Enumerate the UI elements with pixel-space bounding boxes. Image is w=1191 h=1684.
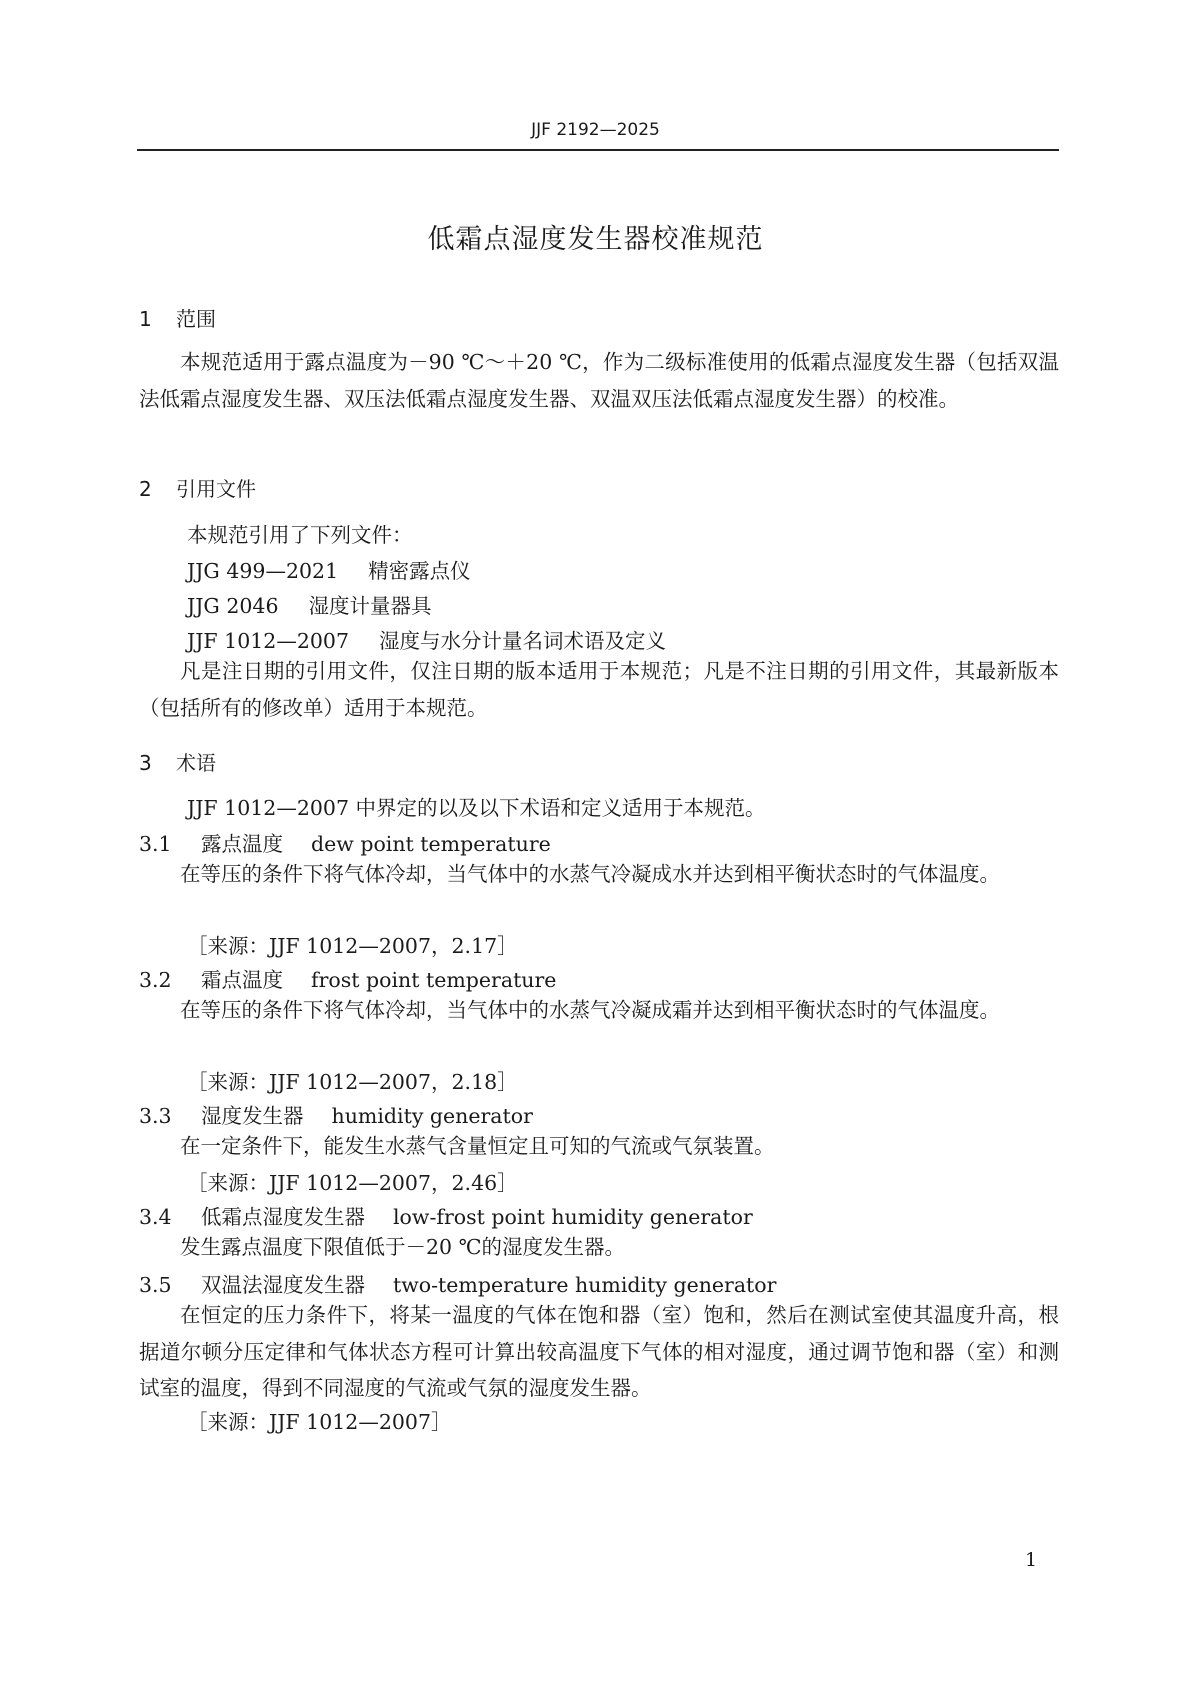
section-title: 引用文件 <box>176 477 256 501</box>
section-3-heading <box>139 747 216 776</box>
page-number: 1 <box>1025 1549 1038 1571</box>
reference-item <box>187 624 666 654</box>
reference-item <box>187 589 432 619</box>
term-source: ［来源：JJF 1012—2007，2.18］ <box>187 1070 518 1094</box>
references-intro: 本规范引用了下列文件： <box>187 523 413 547</box>
term-chinese: 霜点温度 <box>201 968 283 992</box>
term-number: 3.5 <box>139 1273 172 1297</box>
term-definition: 在恒定的压力条件下，将某一温度的气体在饱和器（室）饱和，然后在测试室使其温度升高，根据道尔顿分压定律和气体状态方程可计算出较高温度下气体的相对湿度，通过调节饱和器（室）和测试室的温度，得到不同湿度的气流或气氛的湿度发生器。 <box>139 1303 1059 1400</box>
term-heading <box>139 827 551 857</box>
reference-name: 精密露点仪 <box>368 559 471 583</box>
term-definition: 在一定条件下，能发生水蒸气含量恒定且可知的气流或气氛装置。 <box>180 1134 775 1158</box>
section-2-heading <box>139 473 256 502</box>
term-source: ［来源：JJF 1012—2007，2.46］ <box>187 1171 518 1195</box>
term-source: ［来源：JJF 1012—2007］ <box>187 1410 452 1434</box>
term-number: 3.4 <box>139 1205 172 1229</box>
document-title: 低霜点湿度发生器校准规范 <box>427 224 764 255</box>
term-english: humidity generator <box>331 1104 533 1128</box>
reference-code: JJG 2046 <box>187 594 279 618</box>
section-number: 3 <box>139 751 152 775</box>
term-definition: 发生露点温度下限值低于－20 ℃的湿度发生器。 <box>180 1235 626 1259</box>
section-title: 术语 <box>176 751 216 775</box>
term-english: two-temperature humidity generator <box>393 1273 777 1297</box>
term-heading <box>139 1268 776 1298</box>
term-heading <box>139 963 556 993</box>
reference-code: JJF 1012—2007 <box>187 629 350 653</box>
term-english: dew point temperature <box>311 832 551 856</box>
reference-code: JJG 499—2021 <box>187 559 339 583</box>
term-number: 3.3 <box>139 1104 172 1128</box>
reference-item <box>187 554 471 584</box>
term-english: low-frost point humidity generator <box>393 1205 753 1229</box>
section-1-heading <box>139 303 216 332</box>
term-chinese: 湿度发生器 <box>201 1104 304 1128</box>
section-number: 2 <box>139 477 152 501</box>
header-divider <box>137 149 1059 151</box>
terms-intro: JJF 1012—2007 中界定的以及以下术语和定义适用于本规范。 <box>187 796 766 820</box>
term-chinese: 露点温度 <box>201 832 283 856</box>
section-number: 1 <box>139 307 152 331</box>
section-title: 范围 <box>176 307 216 331</box>
references-note: 凡是注日期的引用文件，仅注日期的版本适用于本规范；凡是不注日期的引用文件，其最新版本（包括所有的修改单）适用于本规范。 <box>139 659 1059 720</box>
reference-name: 湿度与水分计量名词术语及定义 <box>379 629 667 653</box>
term-heading <box>139 1099 533 1129</box>
term-definition: 在等压的条件下将气体冷却，当气体中的水蒸气冷凝成水并达到相平衡状态时的气体温度。 <box>180 862 1000 886</box>
scope-paragraph: 本规范适用于露点温度为－90 ℃～＋20 ℃，作为二级标准使用的低霜点湿度发生器（包括双温法低霜点湿度发生器、双压法低霜点湿度发生器、双温双压法低霜点湿度发生器）的校准。 <box>139 350 1059 411</box>
term-definition: 在等压的条件下将气体冷却，当气体中的水蒸气冷凝成霜并达到相平衡状态时的气体温度。 <box>180 998 1000 1022</box>
term-number: 3.2 <box>139 968 172 992</box>
term-heading <box>139 1200 753 1230</box>
term-chinese: 低霜点湿度发生器 <box>201 1205 365 1229</box>
term-number: 3.1 <box>139 832 172 856</box>
reference-name: 湿度计量器具 <box>308 594 432 618</box>
term-english: frost point temperature <box>311 968 557 992</box>
term-source: ［来源：JJF 1012—2007，2.17］ <box>187 934 518 958</box>
standard-code: JJF 2192—2025 <box>531 120 660 140</box>
term-chinese: 双温法湿度发生器 <box>201 1273 365 1297</box>
